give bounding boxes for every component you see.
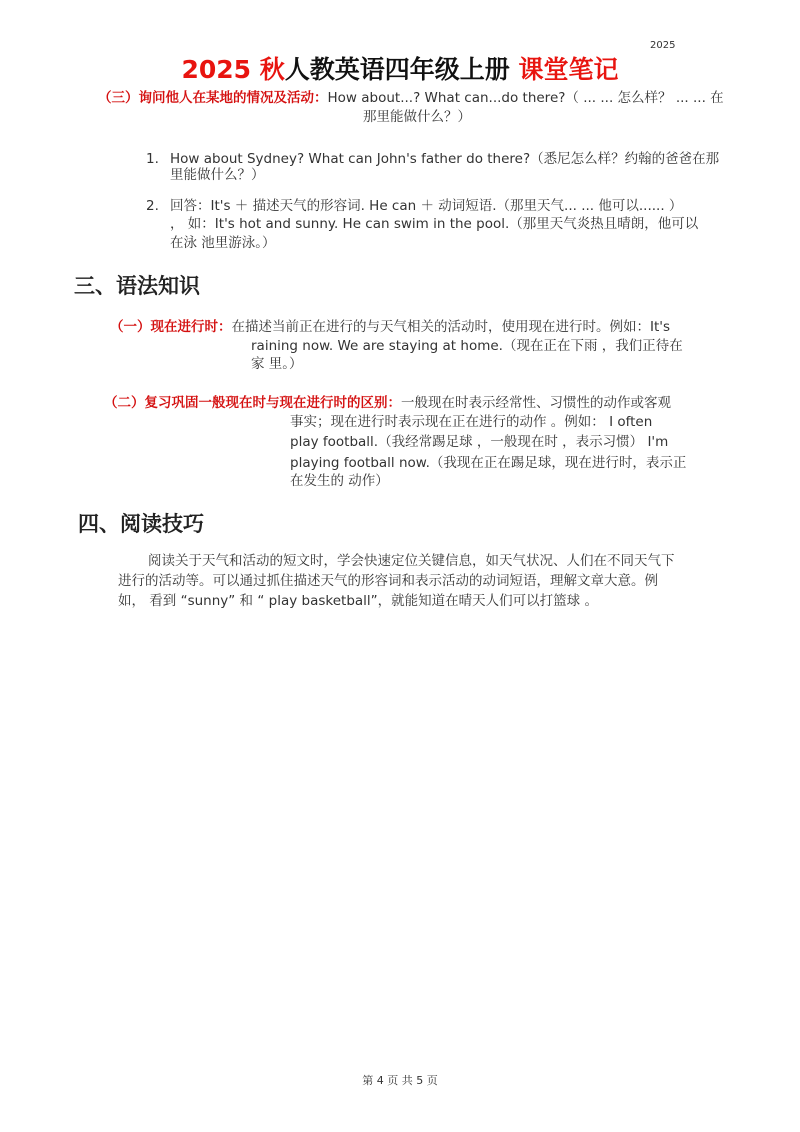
grammar-item-2-line5: 在发生的 动作） — [290, 473, 389, 489]
title-year-season: 2025 秋 — [181, 55, 285, 84]
grammar-item-2-line3: play football.（我经常踢足球 ，一般现在时 ，表示习惯） I'm — [290, 434, 669, 450]
grammar-item-1-line1 — [110, 318, 670, 337]
list-item-2-line3: 在泳 池里游泳。） — [170, 235, 276, 251]
title-notes: 课堂笔记 — [518, 55, 619, 84]
subsection-three-text: How about...? What can...do there?（ ... ... 怎么样？ ... ... 在 — [327, 90, 724, 106]
reading-paragraph-line3: 如， 看到 “sunny” 和 “ play basketball”，就能知道在晴天人们可以打篮球 。 — [118, 593, 598, 609]
grammar-item-2-line1 — [104, 394, 671, 413]
grammar-item-1-text: 在描述当前正在进行的与天气相关的活动时，使用现在进行时。例如：It's — [231, 319, 671, 335]
grammar-item-2-line4: playing football now.（我现在正在踢足球，现在进行时，表示正 — [290, 455, 687, 471]
list-item-1-line1: How about Sydney? What can John's father do there?（悉尼怎么样？约翰的爸爸在那 — [170, 151, 720, 167]
list-item-2-number: 2. — [146, 198, 159, 214]
title-course: 人教英语四年级上册 — [284, 55, 519, 84]
grammar-item-1-line3: 家 里。） — [251, 356, 303, 372]
grammar-item-2-text: 一般现在时表示经常性、习惯性的动作或客观 — [401, 395, 671, 411]
section-heading-reading: 四、阅读技巧 — [78, 511, 204, 536]
section-heading-grammar: 三、语法知识 — [74, 273, 200, 298]
subsection-three-line2: 那里能做什么？） — [363, 109, 471, 125]
subsection-three-label: （三）询问他人在某地的情况及活动： — [98, 90, 328, 106]
list-item-1-line2: 里能做什么？） — [170, 167, 265, 183]
list-item-2-line2: ， 如：It's hot and sunny. He can swim in the pool.（那里天气炎热且晴朗，他可以 — [170, 216, 699, 232]
grammar-item-1-line2: raining now. We are staying at home.（现在正在下雨 ，我们正待在 — [251, 338, 683, 354]
grammar-item-1-label: （一）现在进行时： — [110, 319, 232, 335]
list-item-2-line1: 回答：It's ＋ 描述天气的形容词. He can ＋ 动词短语.（那里天气... ... 他可以...... ） — [170, 198, 683, 214]
page-footer: 第 4 页 共 5 页 — [362, 1074, 438, 1087]
reading-paragraph-line2: 进行的活动等。可以通过抓住描述天气的形容词和表示活动的动词短语，理解文章大意。例 — [118, 573, 658, 589]
list-item-1-number: 1. — [146, 151, 159, 167]
grammar-item-2-line2: 事实；现在进行时表示现在正在进行的动作 。例如： I often — [290, 414, 653, 430]
subsection-three-line1 — [98, 89, 724, 108]
page-title — [0, 52, 800, 88]
header-year-mark: 2025 — [650, 40, 676, 51]
grammar-item-2-label: （二）复习巩固一般现在时与现在进行时的区别： — [104, 395, 401, 411]
reading-paragraph-line1: 阅读关于天气和活动的短文时，学会快速定位关键信息，如天气状况、人们在不同天气下 — [148, 553, 675, 569]
